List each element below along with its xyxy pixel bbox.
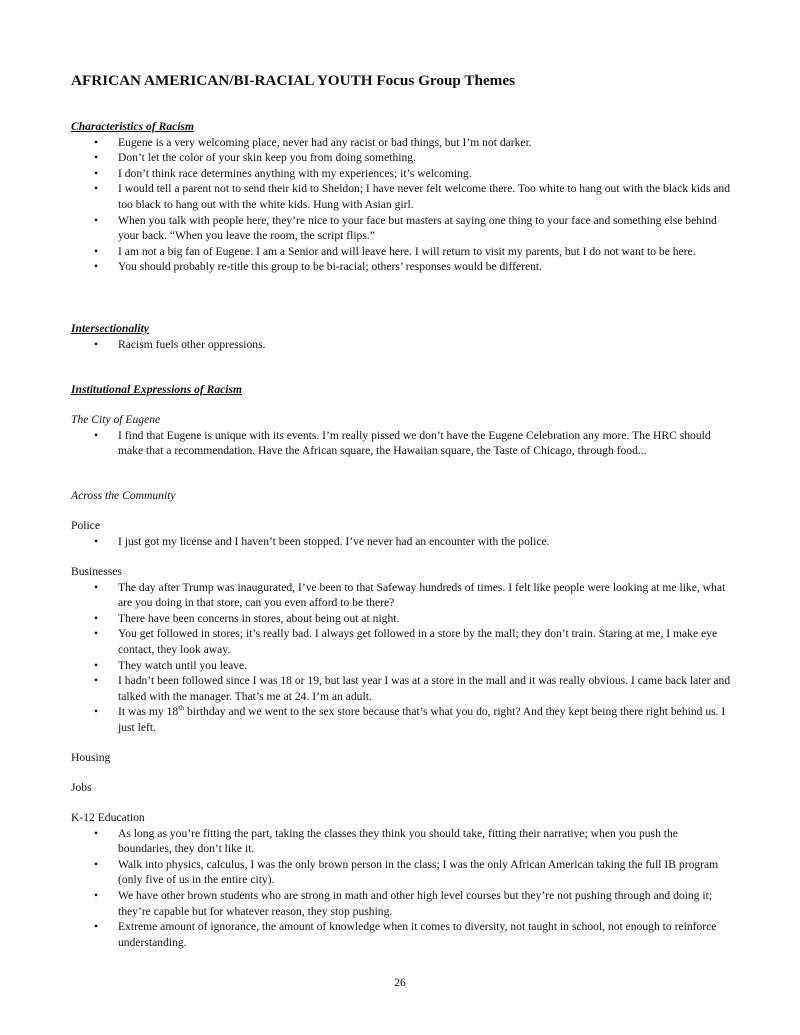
bullet-icon: • [94, 705, 99, 719]
list-item [71, 337, 733, 353]
subsection-label: Police [71, 519, 100, 532]
bullet-list [71, 135, 733, 275]
bullet-icon: • [94, 260, 99, 274]
bullet-icon: • [94, 611, 99, 625]
subsection-community [71, 488, 733, 504]
subsection-label: The City of Eugene [71, 413, 161, 426]
list-item-text [118, 705, 725, 734]
list-item [71, 673, 733, 704]
list-item [71, 213, 733, 244]
list-item [71, 428, 733, 459]
bullet-icon: • [94, 135, 99, 149]
list-item [71, 658, 733, 674]
bullet-icon: • [94, 826, 99, 840]
section-heading: Characteristics of Racism [71, 120, 195, 133]
list-item-text: Eugene is a very welcoming place, never had any racist or bad things, but I’m not darker. [118, 135, 532, 149]
list-item [71, 259, 733, 275]
bullet-list [71, 826, 733, 951]
bullet-icon: • [94, 182, 99, 196]
birthday-text-start: It was my 18 [118, 705, 179, 719]
list-item-text: I don’t think race determines anything with my experiences; it’s welcoming. [118, 166, 472, 180]
list-item-text: I am not a big fan of Eugene. I am a Senior and will leave here. I will return to visit my parents, but I do not want to be here. [118, 244, 696, 258]
subsection-city [71, 412, 733, 459]
birthday-text-end: birthday and we went to the sex store because that’s what you do, right? And they kept being there right behind us. I just left. [118, 705, 726, 734]
list-item-text: Extreme amount of ignorance, the amount of knowledge when it comes to diversity, not taught in school, not enough to reinforce understanding. [118, 920, 717, 949]
bullet-icon: • [94, 888, 99, 902]
bullet-icon: • [94, 674, 99, 688]
list-item-text: There have been concerns in stores, about being out at night. [118, 611, 400, 625]
bullet-icon: • [94, 580, 99, 594]
list-item-text: You should probably re-title this group to be bi-racial; others’ responses would be different. [118, 260, 543, 274]
list-item-text: Don’t let the color of your skin keep you from doing something. [118, 151, 416, 165]
list-item [71, 150, 733, 166]
bullet-icon: • [94, 213, 99, 227]
list-item [71, 580, 733, 611]
bullet-list [71, 428, 733, 459]
bullet-icon: • [94, 534, 99, 548]
subsection-label: Jobs [71, 781, 92, 794]
subsection-label: K-12 Education [71, 811, 145, 824]
list-item-text: Racism fuels other oppressions. [118, 337, 266, 351]
bullet-icon: • [94, 166, 99, 180]
section-heading: Institutional Expressions of Racism [71, 383, 243, 396]
section-intersectionality [71, 321, 733, 352]
section-institutional [71, 382, 733, 398]
list-item-text: I find that Eugene is unique with its events. I’m really pissed we don’t have the Eugene Celebration any more. The HRC should make that a recommendation. Have the African square, the Hawaiian square, the Taste of Chicago, through food... [118, 428, 711, 458]
bullet-icon: • [94, 658, 99, 672]
bullet-icon: • [94, 920, 99, 934]
page-title: AFRICAN AMERICAN/BI-RACIAL YOUTH Focus Group Themes [71, 72, 515, 89]
bullet-list [71, 337, 733, 353]
subsection-businesses [71, 564, 733, 736]
list-item-text: They watch until you leave. [118, 658, 248, 672]
bullet-icon: • [94, 428, 99, 442]
subsection-police [71, 518, 733, 549]
list-item [71, 626, 733, 657]
list-item [71, 611, 733, 627]
list-item-text: You get followed in stores; it’s really bad. I always get followed in a store by the mall; they don’t train. Staring at me, I make eye contact, they look away. [118, 627, 718, 656]
list-item-text: Walk into physics, calculus, I was the only brown person in the class; I was the only African American taking the full IB program (only five of us in the entire city). [118, 857, 719, 887]
list-item-text: We have other brown students who are strong in math and other high level courses but they’re not pushing through and doing it; they’re capable but for whatever reason, they stop pushing. [118, 888, 713, 918]
list-item-text: The day after Trump was inaugurated, I’ve been to that Safeway hundreds of times. I felt like people were looking at me like, what are you doing in that store, can you even afford to be there? [118, 580, 726, 610]
section-heading: Intersectionality [71, 322, 149, 335]
bullet-icon: • [94, 337, 99, 351]
ordinal-suffix: th [178, 703, 185, 713]
bullet-list [71, 534, 733, 550]
bullet-list [71, 580, 733, 736]
subsection-label: Businesses [71, 565, 122, 578]
section-characteristics [71, 119, 733, 275]
list-item [71, 181, 733, 212]
list-item-text: I would tell a parent not to send their kid to Sheldon; I have never felt welcome there. Too white to hang out with the black kids and too black to hang out with the white kids. Hung with Asian girl. [118, 182, 730, 211]
list-item [71, 857, 733, 888]
list-item [71, 244, 733, 260]
list-item [71, 704, 733, 735]
subsection-jobs [71, 780, 733, 796]
list-item-text: I hadn’t been followed since I was 18 or 19, but last year I was at a store in the mall and it was really obvious. I came back later and talked with the manager. That’s me at 24. I’m an adult. [118, 674, 731, 703]
list-item [71, 534, 733, 550]
list-item [71, 888, 733, 919]
list-item [71, 826, 733, 857]
list-item-text: As long as you’re fitting the part, taking the classes they think you should take, fitting their narrative; when you push the boundaries, they don’t like it. [118, 826, 678, 856]
bullet-icon: • [94, 151, 99, 165]
subsection-k12 [71, 810, 733, 950]
list-item [71, 166, 733, 182]
bullet-icon: • [94, 244, 99, 258]
subsection-housing [71, 750, 733, 766]
page-number: 26 [394, 976, 406, 989]
subsection-label: Housing [71, 751, 111, 764]
bullet-icon: • [94, 627, 99, 641]
list-item-text: I just got my license and I haven’t been stopped. I’ve never had an encounter with the police. [118, 534, 550, 548]
subsection-label: Across the Community [71, 489, 176, 502]
list-item [71, 135, 733, 151]
list-item-text: When you talk with people here, they’re nice to your face but masters at saying one thing to your face and something else behind your back. “When you leave the room, the script flips.” [118, 213, 717, 243]
list-item [71, 919, 733, 950]
bullet-icon: • [94, 857, 99, 871]
